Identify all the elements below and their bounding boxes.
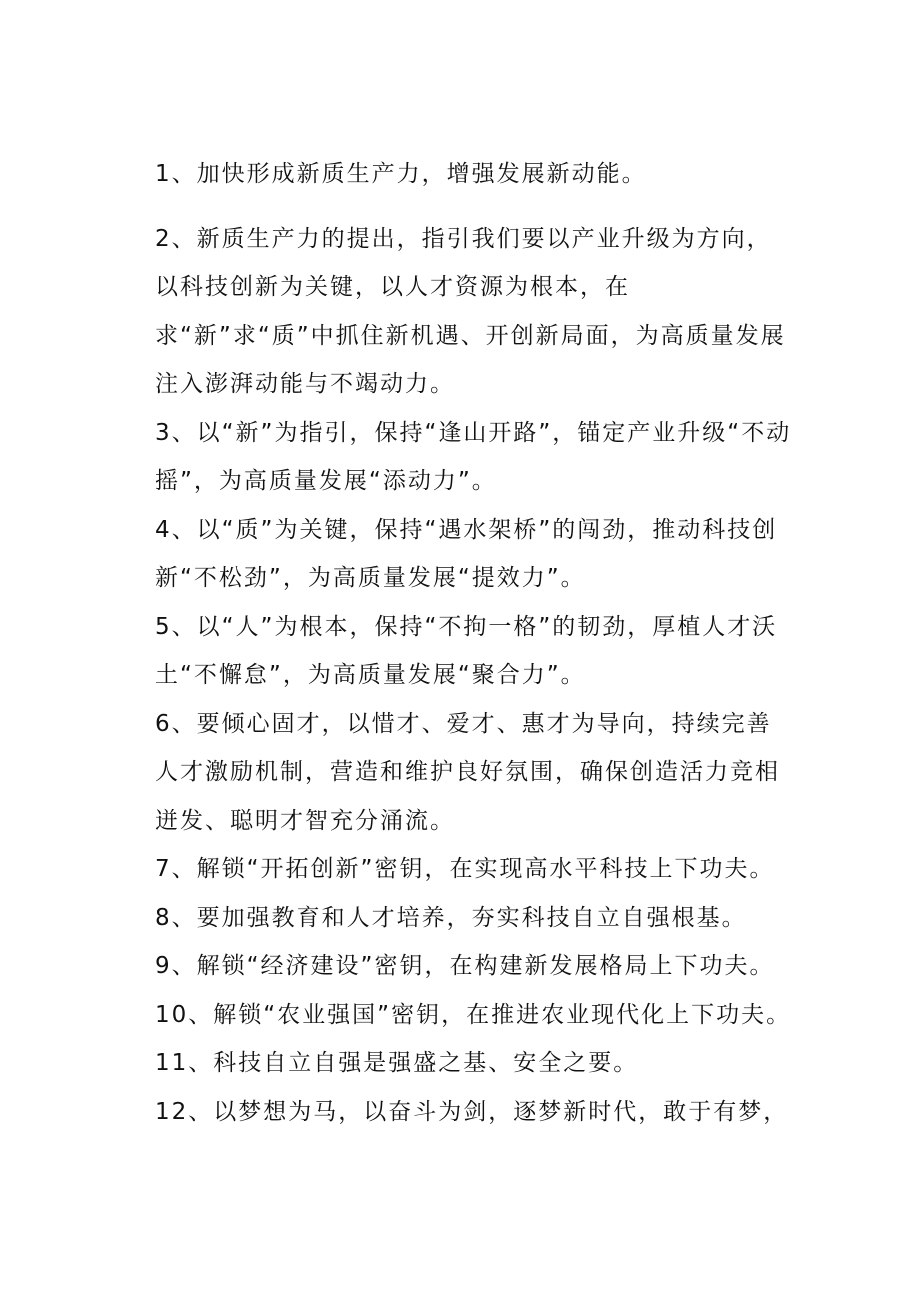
list-item-2: 2、新质生产力的提出，指引我们要以产业升级为方向，以科技创新为关键，以人才资源为根本，在求“新”求“质”中抓住新机遇、开创新局面，为高质量发展注入澎湃动能与不竭动力。 — [155, 225, 786, 397]
list-item-3: 3、以“新”为指引，保持“逢山开路”，锚定产业升级“不动摇”，为高质量发展“添动力”。 — [155, 419, 792, 494]
list-item-9: 9、解锁“经济建设”密钥，在构建新发展格局上下功夫。 — [155, 953, 775, 979]
list-item-8: 8、要加强教育和人才培养，夯实科技自立自强根基。 — [155, 904, 747, 931]
list-item-12: 12、以梦想为马，以奋斗为剑，逐梦新时代，敢于有梦， — [155, 1098, 789, 1125]
list-item-4: 4、以“质”为关键，保持“遇水架桥”的闯劲，推动科技创新“不松劲”，为高质量发展“提效力”。 — [155, 516, 778, 591]
list-item-11: 11、科技自立自强是强盛之基、安全之要。 — [155, 1050, 639, 1076]
list-item-10: 10、解锁“农业强国”密钥，在推进农业现代化上下功夫。 — [155, 1001, 792, 1028]
list-item-7: 7、解锁“开拓创新”密钥，在实现高水平科技上下功夫。 — [155, 856, 775, 882]
list-item-6: 6、要倾心固才，以惜才、爱才、惠才为导向，持续完善人才激励机制，营造和维护良好氛围，确保创造活力竞相迸发、聪明才智充分涌流。 — [155, 710, 780, 834]
document-body — [155, 150, 795, 1136]
list-item-5: 5、以“人”为根本，保持“不拘一格”的韧劲，厚植人才沃土“不懈怠”，为高质量发展“聚合力”。 — [155, 613, 778, 688]
list-item-1: 1、加快形成新质生产力，增强发展新动能。 — [155, 161, 647, 187]
